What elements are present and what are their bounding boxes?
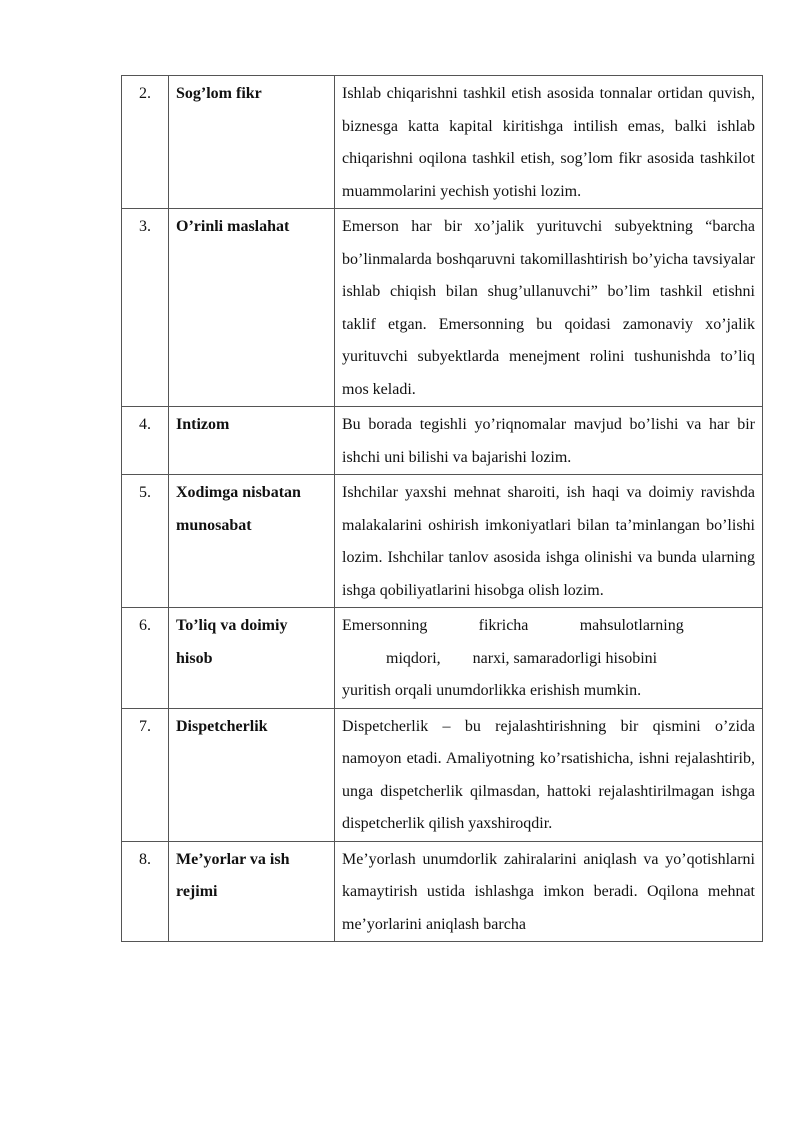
row-number: 7. — [122, 708, 169, 841]
description-word: miqdori, — [386, 649, 441, 667]
description-word: narxi, samaradorligi hisobini — [472, 649, 658, 667]
table-row — [122, 475, 763, 608]
principle-name: Intizom — [169, 407, 335, 475]
row-number: 4. — [122, 407, 169, 475]
principle-description: Ishlab chiqarishni tashkil etish asosida tonnalar ortidan quvish, biznesga katta kapital kiritishga intilish emas, balki ishlab chiqarishni oqilona tashkil etish, sog’lom fikr asosida tashkilot muammolarini yechish yotishi lozim. — [335, 76, 763, 209]
description-line — [342, 643, 755, 676]
principle-description: Dispetcherlik – bu rejalashtirishning bir qismini o’zida namoyon etadi. Amaliyotning ko’rsatishicha, ishni rejalashtirib, unga dispetcherlik qilmasdan, hattoki rejalashtirilmagan ishga dispetcherlik qilish yaxshiroqdir. — [335, 708, 763, 841]
principle-description: Emerson har bir xo’jalik yurituvchi subyektning “barcha bo’linmalarda boshqaruvni takomillashtirish bo’yicha tavsiyalar ishlab chiqish bilan shug’ullanuvchi” bo’lim tashkil etishni taklif etgan. Emersonning bu qoidasi zamonaviy xo’jalik yurituvchi subyektlarda menejment rolini tushunishda to’liq mos keladi. — [335, 209, 763, 407]
table-row — [122, 76, 763, 209]
table-row — [122, 209, 763, 407]
table-row — [122, 407, 763, 475]
principle-name: Xodimga nisbatan munosabat — [169, 475, 335, 608]
description-word: Emersonning — [342, 617, 428, 634]
description-line: yuritish orqali unumdorlikka erishish mumkin. — [342, 682, 642, 699]
description-word: fikricha — [478, 617, 529, 634]
row-number: 6. — [122, 608, 169, 709]
row-number: 2. — [122, 76, 169, 209]
row-number: 3. — [122, 209, 169, 407]
principle-name: To’liq va doimiy hisob — [169, 608, 335, 709]
principle-description: Bu borada tegishli yo’riqnomalar mavjud bo’lishi va har bir ishchi uni bilishi va bajarishi lozim. — [335, 407, 763, 475]
table-row — [122, 841, 763, 942]
principle-name: Sog’lom fikr — [169, 76, 335, 209]
description-word: mahsulotlarning — [579, 617, 684, 634]
principle-description — [335, 608, 763, 709]
row-number: 5. — [122, 475, 169, 608]
principle-name: Me’yorlar va ish rejimi — [169, 841, 335, 942]
table-row — [122, 608, 763, 709]
principles-table — [121, 75, 763, 942]
principle-name: O’rinli maslahat — [169, 209, 335, 407]
principle-name: Dispetcherlik — [169, 708, 335, 841]
principle-description: Ishchilar yaxshi mehnat sharoiti, ish haqi va doimiy ravishda malakalarini oshirish imkoniyatlari bilan ta’minlangan bo’lishi lozim. Ishchilar tanlov asosida ishga olinishi va bunda ularning ishga qobiliyatlarini hisobga olish lozim. — [335, 475, 763, 608]
description-line — [342, 610, 755, 643]
row-number: 8. — [122, 841, 169, 942]
table-row — [122, 708, 763, 841]
principle-description: Me’yorlash unumdorlik zahiralarini aniqlash va yo’qotishlarni kamaytirish ustida ishlashga imkon beradi. Oqilona mehnat me’yorlarini aniqlash barcha — [335, 841, 763, 942]
